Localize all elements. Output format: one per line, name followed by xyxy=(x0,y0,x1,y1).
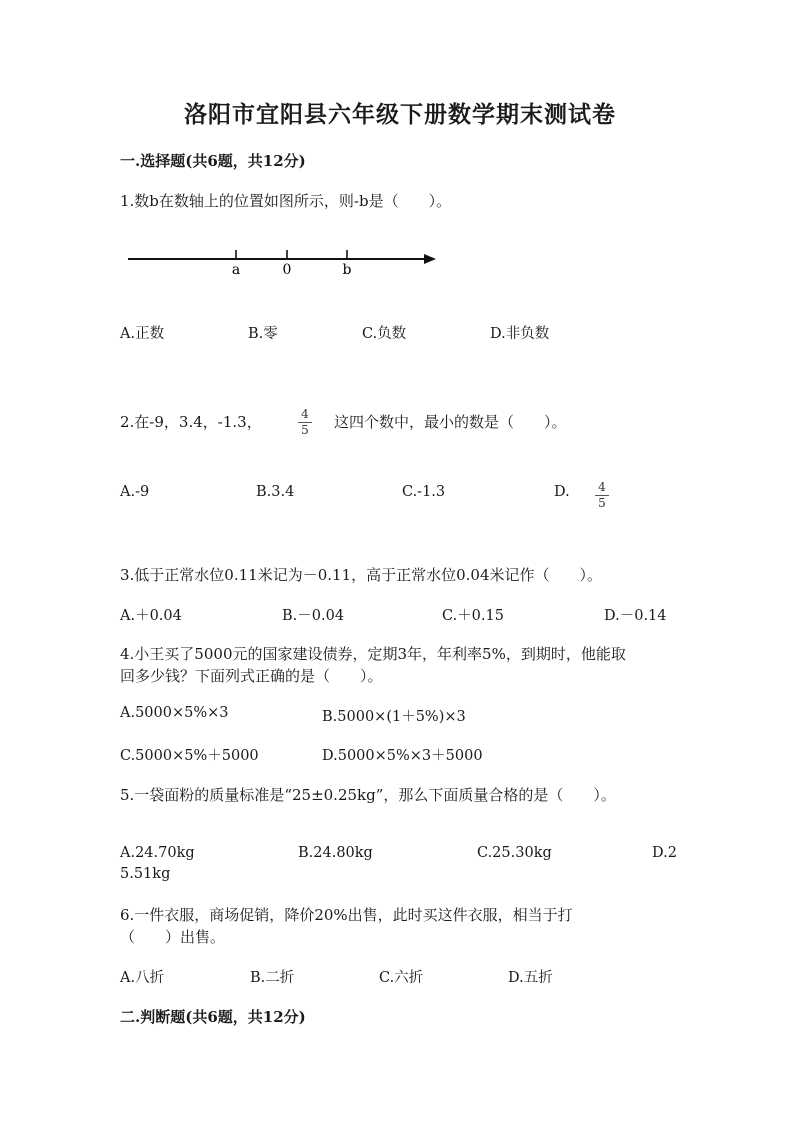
question-3-stem: 3.低于正常水位0.11米记为－0.11，高于正常水位0.04米记作（ ）。 xyxy=(120,566,603,584)
q2-option-a[interactable]: A.-9 xyxy=(120,484,150,500)
q3-option-b[interactable]: B.－0.04 xyxy=(282,608,345,624)
q4-option-c[interactable]: C.5000×5%＋5000 xyxy=(120,748,259,764)
page-title: 洛阳市宜阳县六年级下册数学期末测试卷 xyxy=(184,101,616,128)
q4-option-a[interactable]: A.5000×5%×3 xyxy=(120,705,229,721)
section-heading-judgement: 二.判断题(共6题，共12分) xyxy=(120,1008,306,1026)
q3-option-a[interactable]: A.＋0.04 xyxy=(120,608,182,624)
fraction-four-fifths xyxy=(298,408,312,437)
question-6-stem-line1: 6.一件衣服，商场促销，降价20%出售，此时买这件衣服，相当于打 xyxy=(120,906,573,924)
q1-option-a[interactable]: A.正数 xyxy=(120,326,165,342)
axis-label-a: a xyxy=(231,262,241,278)
q5-option-c[interactable]: C.25.30kg xyxy=(477,845,552,861)
q6-option-a[interactable]: A.八折 xyxy=(120,970,165,986)
q5-option-b[interactable]: B.24.80kg xyxy=(298,845,373,861)
fraction-denominator: 5 xyxy=(301,423,309,437)
q2-option-c[interactable]: C.-1.3 xyxy=(402,484,446,500)
q6-option-b[interactable]: B.二折 xyxy=(250,970,295,986)
q5-option-d-wrap: 5.51kg xyxy=(120,866,171,882)
q2-option-d[interactable]: D. xyxy=(554,484,570,500)
fraction-numerator: 4 xyxy=(301,407,309,421)
q6-option-c[interactable]: C.六折 xyxy=(379,970,424,986)
number-line-arrow xyxy=(424,254,436,264)
axis-label-b: b xyxy=(342,262,352,278)
question-4-stem-line1: 4.小王买了5000元的国家建设债券，定期3年，年利率5%，到期时，他能取 xyxy=(120,645,626,663)
section-heading-choice: 一.选择题(共6题，共12分) xyxy=(120,152,306,170)
question-2-stem-part1: 2.在-9，3.4，-1.3， xyxy=(120,413,262,431)
number-line-figure xyxy=(120,240,450,280)
q5-option-d[interactable]: D.2 xyxy=(652,845,677,861)
question-5-stem: 5.一袋面粉的质量标准是“25±0.25kg”，那么下面质量合格的是（ ）。 xyxy=(120,786,616,804)
question-6-stem-line2: （ ）出售。 xyxy=(120,928,226,946)
q1-option-b[interactable]: B.零 xyxy=(248,326,278,342)
q1-option-d[interactable]: D.非负数 xyxy=(490,326,550,342)
q1-option-c[interactable]: C.负数 xyxy=(362,326,407,342)
axis-label-0: 0 xyxy=(282,262,292,278)
question-4-stem-line2: 回多少钱？下面列式正确的是（ ）。 xyxy=(120,667,383,685)
q5-option-a[interactable]: A.24.70kg xyxy=(120,845,195,861)
fraction-numerator: 4 xyxy=(598,480,606,494)
fraction-denominator: 5 xyxy=(598,496,606,510)
q2-option-b[interactable]: B.3.4 xyxy=(256,484,295,500)
q4-option-d[interactable]: D.5000×5%×3＋5000 xyxy=(322,748,483,764)
q6-option-d[interactable]: D.五折 xyxy=(508,970,553,986)
q4-option-b[interactable]: B.5000×(1＋5%)×3 xyxy=(322,709,466,725)
question-1-stem: 1.数b在数轴上的位置如图所示，则-b是（ ）。 xyxy=(120,192,452,210)
q3-option-d[interactable]: D.－0.14 xyxy=(604,608,667,624)
question-2-stem-part2: 这四个数中，最小的数是（ ）。 xyxy=(334,413,567,431)
q3-option-c[interactable]: C.＋0.15 xyxy=(442,608,504,624)
option-d-fraction xyxy=(595,481,609,510)
